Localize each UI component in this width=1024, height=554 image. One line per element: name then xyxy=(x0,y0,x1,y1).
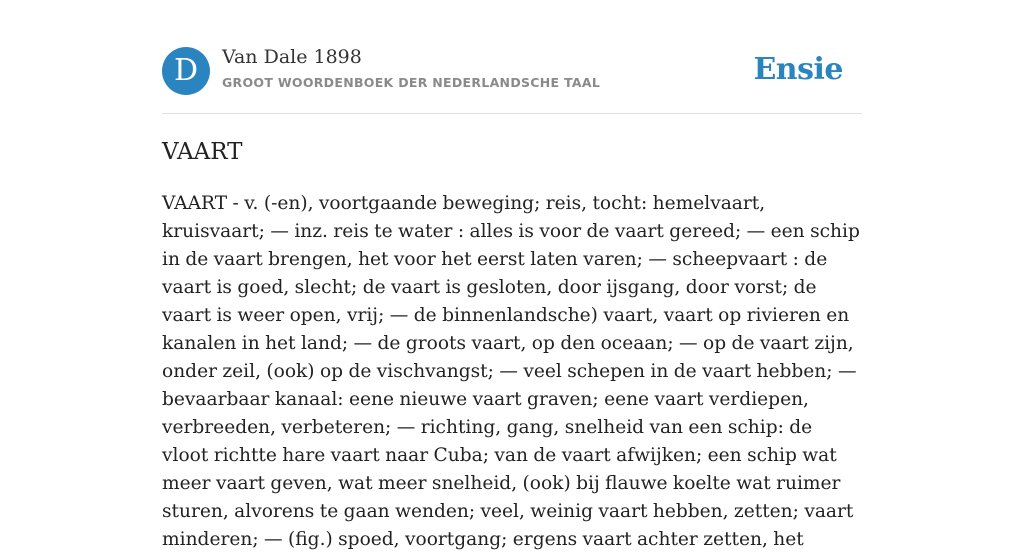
header xyxy=(162,46,862,98)
entry-headword: VAART xyxy=(162,139,243,165)
entry-definition: VAART - v. (-en), voortgaande beweging; reis, tocht: hemelvaart, kruisvaart; — inz. reis te water : alles is voor de vaart gereed; — een schip in de vaart brengen, het voor het eerst laten varen; — scheepvaart : de vaart is goed, slecht; de vaart is gesloten, door ijsgang, door vorst; de vaart is weer open, vrij; — de binnenlandsche) vaart, vaart op rivieren en kanalen in het land; — de groots vaart, op den oceaan; — op de vaart zijn, onder zeil, (ook) op de vischvangst; — veel schepen in de vaart hebben; — bevaarbaar kanaal: eene nieuwe vaart graven; eene vaart verdiepen, verbreeden, verbeteren; — richting, gang, snelheid van een schip: de vloot richtte hare vaart naar Cuba; van de vaart afwijken; een schip wat meer vaart geven, wat meer snelheid, (ook) bij flauwe koelte wat ruimer sturen, alvorens te gaan wenden; veel, weinig vaart hebben, zetten; vaart minderen; — (fig.) spoed, voortgang; ergens vaart achter zetten, het xyxy=(162,193,860,550)
source-avatar: D xyxy=(162,47,210,95)
source-title[interactable]: Van Dale 1898 xyxy=(222,46,362,68)
header-divider xyxy=(162,113,862,114)
source-subtitle: GROOT WOORDENBOEK DER NEDERLANDSCHE TAAL xyxy=(222,75,601,90)
brand-logo[interactable]: Ensie xyxy=(753,52,843,87)
